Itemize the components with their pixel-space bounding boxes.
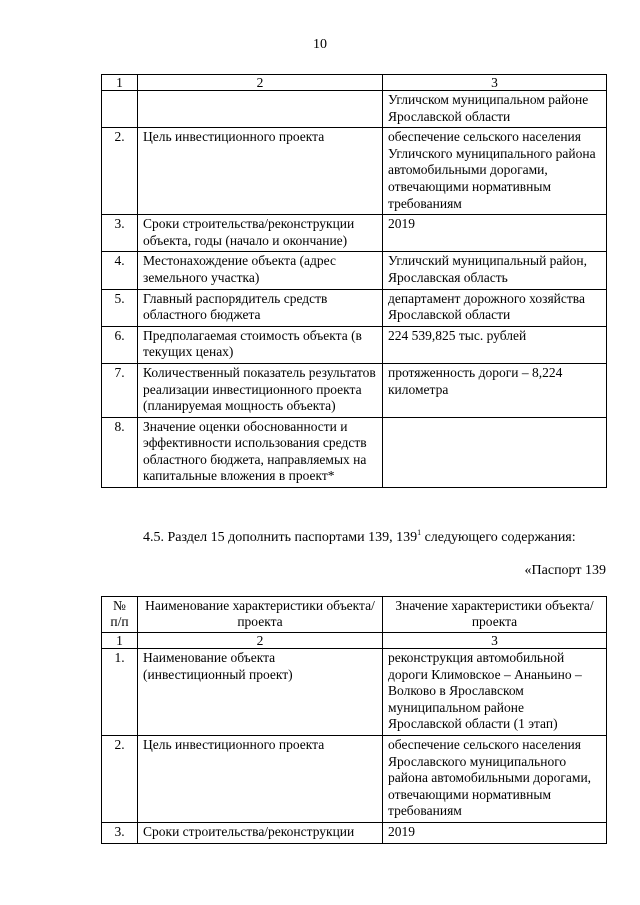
row-value	[383, 417, 607, 487]
row-value: обеспечение сельского населения Угличского муниципального района автомобильными дорогами, отвечающими нормативным требованиям	[383, 128, 607, 215]
row-characteristic: Сроки строительства/реконструкции объекта, годы (начало и окончание)	[138, 215, 383, 252]
header-row	[102, 597, 607, 633]
table-row	[102, 649, 607, 736]
row-number: 6.	[102, 326, 138, 363]
row-value: 2019	[383, 822, 607, 843]
row-characteristic	[138, 91, 383, 128]
column-number-row	[102, 75, 607, 91]
passport-title: «Паспорт 139	[524, 563, 606, 578]
row-number: 2.	[102, 128, 138, 215]
header-value: Значение характеристики объекта/проекта	[383, 597, 607, 633]
table-row	[102, 326, 607, 363]
table-row	[102, 215, 607, 252]
row-value: реконструкция автомобильной дороги Климовское – Ананьино – Волково в Ярославском муниципальном районе Ярославской области (1 этап)	[383, 649, 607, 736]
row-value: департамент дорожного хозяйства Ярославской области	[383, 289, 607, 326]
header-num: № п/п	[102, 597, 138, 633]
row-characteristic: Главный распорядитель средств областного бюджета	[138, 289, 383, 326]
table-row	[102, 289, 607, 326]
row-value: обеспечение сельского населения Ярославского муниципального района автомобильными дорогами, отвечающими нормативным требованиям	[383, 735, 607, 822]
row-number: 7.	[102, 363, 138, 417]
row-characteristic: Местонахождение объекта (адрес земельного участка)	[138, 252, 383, 289]
page-number: 10	[313, 37, 327, 52]
row-number: 3.	[102, 215, 138, 252]
column-number: 1	[102, 75, 138, 91]
table-row	[102, 91, 607, 128]
row-characteristic: Предполагаемая стоимость объекта (в текущих ценах)	[138, 326, 383, 363]
row-characteristic: Цель инвестиционного проекта	[138, 735, 383, 822]
table-row	[102, 735, 607, 822]
table-row	[102, 252, 607, 289]
paragraph-tail: следующего содержания:	[421, 530, 576, 545]
row-number: 3.	[102, 822, 138, 843]
row-value: Угличский муниципальный район, Ярославская область	[383, 252, 607, 289]
row-value: протяженность дороги – 8,224 километра	[383, 363, 607, 417]
row-number	[102, 91, 138, 128]
column-number: 1	[102, 633, 138, 649]
row-characteristic: Значение оценки обоснованности и эффективности использования средств областного бюджета, направляемых на капитальные вложения в проект*	[138, 417, 383, 487]
table-row	[102, 128, 607, 215]
row-number: 5.	[102, 289, 138, 326]
row-characteristic: Сроки строительства/реконструкции	[138, 822, 383, 843]
row-number: 8.	[102, 417, 138, 487]
row-characteristic: Наименование объекта (инвестиционный проект)	[138, 649, 383, 736]
column-number: 3	[383, 75, 607, 91]
column-number: 2	[138, 75, 383, 91]
paragraph-superscript: 1	[417, 528, 422, 537]
column-number: 3	[383, 633, 607, 649]
table-row	[102, 417, 607, 487]
row-value: 224 539,825 тыс. рублей	[383, 326, 607, 363]
row-number: 2.	[102, 735, 138, 822]
row-characteristic: Количественный показатель результатов реализации инвестиционного проекта (планируемая мощность объекта)	[138, 363, 383, 417]
passport-139-table	[101, 596, 607, 844]
row-characteristic: Цель инвестиционного проекта	[138, 128, 383, 215]
passport-table-continued	[101, 74, 607, 488]
row-value: Угличском муниципальном районе Ярославской области	[383, 91, 607, 128]
header-characteristic: Наименование характеристики объекта/проекта	[138, 597, 383, 633]
table-row	[102, 363, 607, 417]
amendment-paragraph	[143, 530, 576, 546]
row-value: 2019	[383, 215, 607, 252]
paragraph-text: 4.5. Раздел 15 дополнить паспортами 139, 139	[143, 530, 418, 545]
column-number: 2	[138, 633, 383, 649]
table-row	[102, 822, 607, 843]
row-number: 4.	[102, 252, 138, 289]
column-number-row	[102, 633, 607, 649]
row-number: 1.	[102, 649, 138, 736]
